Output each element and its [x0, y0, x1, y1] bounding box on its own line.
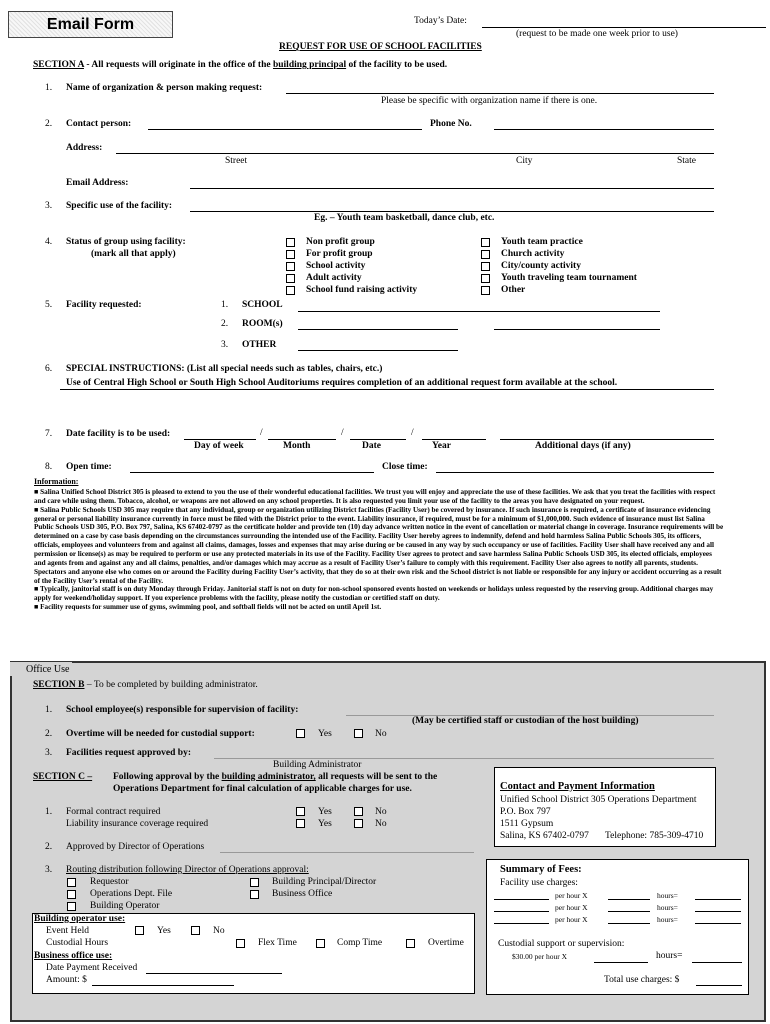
section-c-label: SECTION C – [33, 772, 93, 782]
fee-rate-field[interactable] [494, 923, 549, 924]
section-b-label: SECTION B [33, 680, 85, 690]
section-c-line1-underlined: building administrator, [221, 772, 316, 782]
per-hour-label: per hour X [555, 903, 588, 912]
contact-line: 1511 Gypsum [500, 819, 554, 829]
status-checkbox[interactable] [286, 274, 295, 283]
month-field[interactable] [268, 439, 336, 440]
contract-yes-label: Yes [318, 807, 332, 817]
facility-room-field[interactable] [298, 329, 458, 330]
month-caption: Month [283, 441, 311, 451]
section-a-label: SECTION A [33, 60, 84, 70]
todays-date-label: Today’s Date: [414, 16, 467, 26]
flex-time-checkbox[interactable] [236, 939, 245, 948]
info-paragraph: ■ Salina Public Schools USD 305 may require that any individual, group or organization utilizing District facilities (Facility User) be covered by insurance. If such insurance is required, a certificate of insurance evidencing general or personal liability insurance currently in force must be filed with the District prior to the event. Liability insurance, if required, must be for a minimum of $1,000,000. Such evidence of insurance must list Salina Public Schools USD 305, P.O. Box 797, Salina, KS 67402-0797 as the certificate holder and provide ten (10) day advance written notice in the event of cancellation or material change in coverage. Insurance requirements will be determined on a case by case basis depending on the circumstances surrounding the intended use of the Facility. Facility User hereby agrees to indemnify, defend and hold harmless Salina Public Schools 305, its officers, officials, employees and volunteers from and against all claims, damages, losses and expenses that may arise during or be caused in any way by such occupancy or use of facilities. Facility User shall have received any and all permission or license(s) as may be required to perform or use any protected materials in its use of the Facility. Facility User agrees to protect and save harmless Salina Public Schools USD 305, its elected officials, employees and agents from and against any and all claims, penalties, and/or damages which may accrue as a result of Facility User’s failure to comply with this requirement. Facility User also agrees to notify all parents, students. Spectators and anyone else who comes on or around the Facility during Facility User’s activity, that they do so at their own risk and the School district is not liable or responsible for any injury or accident occurring as a result of the Facility User’s rental of the Facility. [34, 505, 724, 585]
contract-no-checkbox[interactable] [354, 807, 363, 816]
fee-rate-field[interactable] [494, 899, 549, 900]
state-caption: State [677, 156, 696, 166]
event-held-no-checkbox[interactable] [191, 926, 200, 935]
fee-rate-field[interactable] [494, 911, 549, 912]
routing-option: Building Principal/Director [272, 877, 377, 887]
building-admin-caption: Building Administrator [273, 760, 362, 770]
fees-title: Summary of Fees: [500, 864, 582, 875]
event-held-yes-label: Yes [157, 926, 171, 936]
email-form-button[interactable]: Email Form [8, 11, 173, 38]
overtime-no-label: No [375, 729, 387, 739]
routing-label: Routing distribution following Director of Operations approval: [66, 865, 309, 875]
facility-school-field[interactable] [298, 311, 660, 312]
section-a-intro-post: of the facility to be used. [346, 60, 448, 70]
street-caption: Street [225, 156, 248, 166]
facility-requested-label: Facility requested: [66, 300, 142, 310]
facility-use-charges-label: Facility use charges: [500, 878, 578, 888]
contact-city: Salina, KS 67402-0797 [500, 831, 589, 841]
contact-person-field[interactable] [148, 129, 422, 130]
q1-number: 1. [45, 83, 53, 93]
overtime-yes-checkbox[interactable] [296, 729, 305, 738]
hours-label: hours= [657, 915, 678, 924]
status-checkbox[interactable] [286, 238, 295, 247]
status-option: Church activity [501, 249, 565, 259]
status-checkbox[interactable] [481, 238, 490, 247]
comp-time-label: Comp Time [337, 938, 383, 948]
facility-number: 2. [221, 319, 229, 329]
contact-telephone: Telephone: 785-309-4710 [605, 831, 704, 841]
facility-number: 3. [221, 340, 229, 350]
liability-label: Liability insurance coverage required [66, 819, 209, 829]
overtime-label: Overtime will be needed for custodial support: [66, 729, 255, 739]
section-c-line2: Operations Department for final calculation of applicable charges for use. [113, 784, 412, 794]
q1-note: Please be specific with organization name if there is one. [381, 96, 598, 106]
status-option: Youth traveling team tournament [501, 273, 637, 283]
q1-label: Name of organization & person making request: [66, 83, 263, 93]
facility-other-field[interactable] [298, 350, 458, 351]
special-instructions-label: SPECIAL INSTRUCTIONS: (List all special needs such as tables, chairs, etc.) [66, 364, 383, 374]
section-a-intro [33, 60, 447, 71]
q2-number: 2. [45, 119, 53, 129]
date-slash: / [341, 428, 344, 438]
hours-label: hours= [657, 903, 678, 912]
status-checkbox[interactable] [481, 250, 490, 259]
day-of-week-caption: Day of week [194, 441, 244, 451]
day-of-week-field[interactable] [184, 439, 256, 440]
office-use-title: Office Use [26, 664, 70, 675]
director-approval-label: Approved by Director of Operations [66, 842, 205, 852]
status-checkbox[interactable] [286, 250, 295, 259]
status-option: Non profit group [306, 237, 375, 247]
email-address-field[interactable] [190, 188, 714, 189]
c1-number: 1. [45, 807, 53, 817]
specific-use-label: Specific use of the facility: [66, 201, 173, 211]
overtime-checkbox[interactable] [406, 939, 415, 948]
status-option: Youth team practice [501, 237, 583, 247]
contract-yes-checkbox[interactable] [296, 807, 305, 816]
amount-label: Amount: $ [46, 975, 87, 985]
open-time-label: Open time: [66, 462, 112, 472]
address-label: Address: [66, 143, 103, 153]
email-address-label: Email Address: [66, 178, 129, 188]
fee-total-field[interactable] [695, 911, 741, 912]
status-sublabel: (mark all that apply) [91, 249, 176, 259]
custodial-support-label: Custodial support or supervision: [498, 939, 625, 949]
director-approval-field[interactable] [220, 852, 474, 853]
status-checkbox[interactable] [481, 274, 490, 283]
q4-number: 4. [45, 237, 53, 247]
q5-number: 5. [45, 300, 53, 310]
flex-time-label: Flex Time [258, 938, 297, 948]
amount-field[interactable] [92, 985, 234, 986]
year-field[interactable] [422, 439, 486, 440]
routing-option: Operations Dept. File [90, 889, 173, 899]
status-checkbox[interactable] [481, 286, 490, 295]
status-option: Other [501, 285, 526, 295]
section-c-line1 [113, 772, 437, 783]
status-option: For profit group [306, 249, 373, 259]
phone-label: Phone No. [430, 119, 472, 129]
fee-total-field[interactable] [695, 923, 741, 924]
overtime-option-label: Overtime [428, 938, 464, 948]
date-field[interactable] [350, 439, 406, 440]
status-option: School fund raising activity [306, 285, 418, 295]
phone-field[interactable] [494, 129, 714, 130]
event-held-label: Event Held [46, 926, 90, 936]
liability-yes-label: Yes [318, 819, 332, 829]
custodial-hours-field[interactable] [594, 962, 648, 963]
q6-number: 6. [45, 364, 53, 374]
supervision-note: (May be certified staff or custodian of the host building) [412, 716, 639, 726]
formal-contract-label: Formal contract required [66, 807, 161, 817]
facility-school-label: SCHOOL [242, 300, 283, 310]
c3-number: 3. [45, 865, 53, 875]
contact-line: P.O. Box 797 [500, 807, 551, 817]
status-label: Status of group using facility: [66, 237, 186, 247]
close-time-label: Close time: [382, 462, 428, 472]
per-hour-label: per hour X [555, 891, 588, 900]
routing-checkbox[interactable] [250, 890, 259, 899]
date-payment-label: Date Payment Received [46, 963, 138, 973]
b1-number: 1. [45, 705, 53, 715]
facility-other-label: OTHER [242, 340, 277, 350]
business-office-title: Business office use: [34, 951, 113, 961]
information-text [34, 488, 724, 612]
b3-number: 3. [45, 748, 53, 758]
date-slash: / [411, 428, 414, 438]
fee-hours-field[interactable] [608, 899, 650, 900]
status-checkbox[interactable] [481, 262, 490, 271]
section-b-text: – To be completed by building administrator. [84, 680, 258, 690]
organization-field[interactable] [286, 93, 714, 94]
special-instructions-field[interactable] [60, 389, 714, 390]
fee-total-field[interactable] [695, 899, 741, 900]
city-caption: City [516, 156, 533, 166]
status-option: City/county activity [501, 261, 581, 271]
overtime-no-checkbox[interactable] [354, 729, 363, 738]
specific-use-example: Eg. – Youth team basketball, dance club, etc. [314, 213, 495, 223]
contact-title: Contact and Payment Information [500, 781, 655, 792]
section-c-line1-pre: Following approval by the [113, 772, 222, 782]
information-heading: Information: [34, 477, 79, 486]
liability-no-checkbox[interactable] [354, 819, 363, 828]
c2-number: 2. [45, 842, 53, 852]
additional-days-caption: Additional days (if any) [535, 441, 631, 451]
event-held-yes-checkbox[interactable] [135, 926, 144, 935]
building-operator-title: Building operator use: [34, 914, 126, 924]
routing-option: Building Operator [90, 901, 160, 911]
q8-number: 8. [45, 462, 53, 472]
auditorium-note: Use of Central High School or South High School Auditoriums requires completion of an additional request form available at the school. [66, 378, 618, 388]
q3-number: 3. [45, 201, 53, 211]
total-charges-field[interactable] [696, 985, 742, 986]
section-c-line1-post: all requests will be sent to the [315, 772, 438, 782]
liability-yes-checkbox[interactable] [296, 819, 305, 828]
overtime-yes-label: Yes [318, 729, 332, 739]
facility-room-field-2[interactable] [494, 329, 660, 330]
section-a-intro-underlined: building principal [272, 60, 347, 70]
custodial-hours-operator-label: Custodial Hours [46, 938, 109, 948]
event-held-no-label: No [213, 926, 225, 936]
routing-checkbox[interactable] [67, 878, 76, 887]
q7-number: 7. [45, 429, 53, 439]
approved-by-label: Facilities request approved by: [66, 748, 191, 758]
total-charges-label: Total use charges: $ [604, 975, 680, 985]
page-title: REQUEST FOR USE OF SCHOOL FACILITIES [279, 42, 482, 52]
address-field[interactable] [116, 153, 714, 154]
facility-room-label: ROOM(s) [242, 319, 283, 329]
custodial-rate-label: $30.00 per hour X [512, 952, 567, 961]
liability-no-label: No [375, 819, 387, 829]
status-checkbox[interactable] [286, 286, 295, 295]
contract-no-label: No [375, 807, 387, 817]
per-hour-label: per hour X [555, 915, 588, 924]
custodial-total-field[interactable] [692, 962, 742, 963]
routing-checkbox[interactable] [67, 902, 76, 911]
date-slash: / [260, 428, 263, 438]
specific-use-field[interactable] [190, 211, 714, 212]
status-checkbox[interactable] [286, 262, 295, 271]
info-paragraph: ■ Salina Unified School District 305 is pleased to extend to you the use of their wonderful educational facilities. We trust you will enjoy and appreciate the use of these facilities. We ask that you treat the facilities with respect and care while using them. Tobacco, alcohol, or weapons are not allowed on any school properties. It is also requested you limit your use of the facility to the areas you have designated on your request. [34, 488, 716, 505]
approved-by-field[interactable] [214, 758, 714, 759]
b2-number: 2. [45, 729, 53, 739]
additional-days-field[interactable] [500, 439, 714, 440]
date-note: (request to be made one week prior to use) [516, 29, 678, 39]
fee-hours-field[interactable] [608, 911, 650, 912]
fee-hours-field[interactable] [608, 923, 650, 924]
facility-number: 1. [221, 300, 229, 310]
date-used-label: Date facility is to be used: [66, 429, 171, 439]
comp-time-checkbox[interactable] [316, 939, 325, 948]
hours-label: hours= [657, 891, 678, 900]
custodial-hours-label: hours= [656, 951, 683, 961]
close-time-field[interactable] [436, 472, 714, 473]
routing-option: Business Office [272, 889, 333, 899]
contact-line: Unified School District 305 Operations Department [500, 795, 697, 805]
contact-person-label: Contact person: [66, 119, 132, 129]
routing-checkbox[interactable] [67, 890, 76, 899]
section-a-intro-pre: - All requests will originate in the office of the [83, 60, 273, 70]
year-caption: Year [432, 441, 451, 451]
info-paragraph: ■ Typically, janitorial staff is on duty Monday through Friday. Janitorial staff is not on duty for non-school sponsored events hosted on weekends or holidays unless requested by the reserving group. Additional charges may apply for weekend/holiday support. If you experience problems with the facility, please notify the custodian or certified staff on duty. [34, 585, 714, 603]
status-option: Adult activity [306, 273, 362, 283]
info-paragraph: ■ Facility requests for summer use of gyms, swimming pool, and softball fields will not be acted on until April 1st. [34, 603, 382, 612]
todays-date-field[interactable] [482, 27, 766, 28]
routing-option: Requestor [90, 877, 129, 887]
status-option: School activity [306, 261, 366, 271]
open-time-field[interactable] [130, 472, 374, 473]
supervision-label: School employee(s) responsible for supervision of facility: [66, 705, 299, 715]
routing-checkbox[interactable] [250, 878, 259, 887]
date-payment-field[interactable] [146, 973, 282, 974]
section-b-heading [33, 680, 258, 691]
date-caption: Date [362, 441, 381, 451]
